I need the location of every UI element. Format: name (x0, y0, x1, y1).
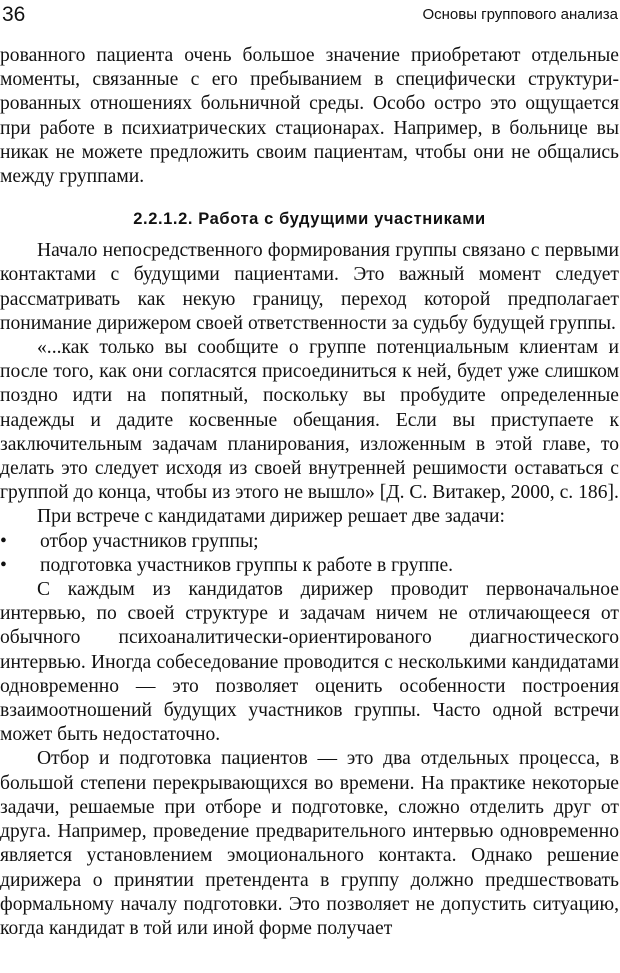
paragraph-continued: рованного пациента очень большое значение приобретают отдельные моменты, связанные с его пребыванием в специфически структурированных отношениях больничной среды. Особо остро это ощущается при работе в психиатрических стационарах. Например, в больнице вы никак не можете предложить своим пациентам, чтобы они не общались между группами. (0, 45, 619, 188)
page-number: 36 (2, 3, 26, 26)
section-heading: 2.2.1.2. Работа с будущими участниками (133, 210, 486, 229)
list-item (0, 530, 619, 554)
list-item-text: подготовка участников группы к работе в группе. (40, 554, 454, 576)
bullet-icon: • (0, 530, 7, 552)
list-item (0, 554, 619, 578)
page-header (0, 2, 620, 32)
bullet-list (0, 530, 619, 578)
paragraph: При встрече с кандидатами дирижер решает две задачи: (37, 506, 505, 528)
running-head: Основы группового анализа (422, 6, 618, 23)
bullet-icon: • (0, 554, 7, 576)
paragraph: Начало непосредственного формирования группы связано с первыми контактами с будущими пациентами. Это важный момент следует рассматривать как некую границу, переход которой предполагает понимание дирижером своей ответственности за судьбу будущей группы. (0, 240, 619, 334)
paragraph: Отбор и подготовка пациентов — это два отдельных процесса, в большой степени перекрывающихся во времени. На практике некоторые задачи, решаемые при отборе и подготовке, сложно отделить друг от друга. Например, проведение предварительного интервью одновременно является установлением эмоционального контакта. Однако решение дирижера о принятии претендента в группу должно предшествовать формальному началу подготовки. Это позволяет не допустить ситуацию, когда кандидат в той или иной форме получает (0, 748, 619, 939)
list-item-text: отбор участников группы; (40, 530, 259, 552)
quote-paragraph: «...как только вы сообщите о группе потенциальным клиентам и после того, как они согласятся присоединиться к ней, будет уже слишком поздно идти на попятный, поскольку вы пробудите определенные надежды и дадите косвенные обещания. Если вы приступаете к заключительным задачам планирования, изложенным в этой главе, то делать это следует исходя из своей внутренней решимости оставаться с группой до конца, чтобы из этого не вышло» [Д. С. Витакер, 2000, с. 186]. (0, 337, 619, 504)
paragraph: С каждым из кандидатов дирижер проводит первоначальное интервью, по своей структуре и задачам ничем не отличающееся от обычного психоаналитически-ориентированого диагностического интервью. Иногда собеседование проводится с несколькими кандидатами одновременно — это позволяет оценить особенности построения взаимоотношений будущих участников группы. Часто одной встречи может быть недостаточно. (0, 579, 619, 746)
page-body (0, 44, 619, 941)
